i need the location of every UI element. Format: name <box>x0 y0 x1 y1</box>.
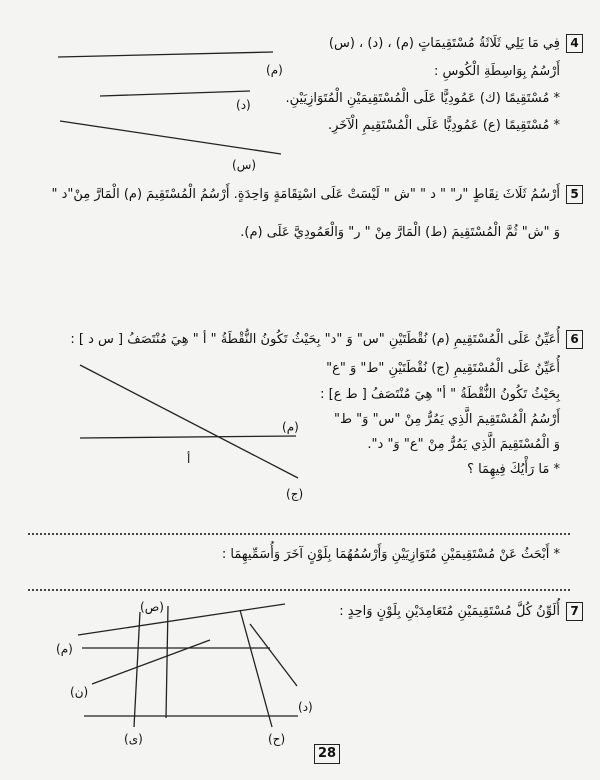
label-j-ex6: (ج) <box>286 487 304 501</box>
exercise-5-number: 5 <box>566 185 583 204</box>
line-d-ex7 <box>250 624 297 686</box>
line-m-ex4 <box>58 52 273 57</box>
exercise-4-item-2: * مُسْتَقِيمًا (ع) عَمُودِيًّا عَلَى الْمُسْتَقِيمِ الْآخَرِ. <box>327 118 560 133</box>
line-m-ex6 <box>80 436 296 438</box>
label-s-ex4: (س) <box>232 158 257 172</box>
extra-prompt: * أَبْحَثُ عَنْ مُسْتَقِيمَيْنِ مُتَوَازِيَيْنِ وَأَرْسُمُهُمَا بِلَوْنٍ آخَرَ وَأُسَمِّيهِمَا : <box>221 547 560 562</box>
exercise-4-task: أَرْسُمُ بِوَاسِطَةِ الْكُوسِ : <box>433 64 560 79</box>
label-m-ex6: (م) <box>282 420 299 434</box>
line-mid-ex7 <box>166 606 168 718</box>
exercise-4-intro: فِي مَا يَلِي ثَلَاثَةُ مُسْتَقِيمَاتٍ (م) ، (د) ، (س) <box>328 36 560 51</box>
exercise-6-line-3: بِحَيْثُ تَكُونُ النُّقْطَةُ " أ" هِيَ مُنْتَصَفُ [ ط ع] : <box>320 387 560 402</box>
label-d-ex4: (د) <box>236 98 251 112</box>
line-d-ex4 <box>100 91 250 96</box>
exercise-5-line-2: وَ "ش" ثُمَّ الْمُسْتَقِيمَ (ط) الْمَارَّ مِنْ " ر" وَالْعَمُودِيَّ عَلَى (م). <box>240 225 560 240</box>
exercise-6-number: 6 <box>566 330 583 349</box>
line-h-ex7 <box>240 610 272 727</box>
label-k-ex7: (ى) <box>124 732 143 746</box>
line-k-ex7 <box>134 612 140 727</box>
dotted-line-2 <box>28 589 570 591</box>
exercise-6-line-1: أُعَيِّنُ عَلَى الْمُسْتَقِيمِ (م) نُقْطَتَيْنِ "س" وَ "د" بِحَيْثُ تَكُونُ النُّقْطَةُ " أ " هِيَ مُنْتَصَفُ [ س د ] : <box>70 332 560 347</box>
label-d-ex7: (د) <box>298 700 313 714</box>
exercise-6-line-4: أَرْسُمُ الْمُسْتَقِيمَ الَّذِي يَمُرُّ مِنْ "س" وَ" ط" <box>334 412 560 427</box>
dotted-line-1 <box>28 533 570 535</box>
line-s-ex4 <box>60 121 281 154</box>
exercise-6-line-2: أُعَيِّنُ عَلَى الْمُسْتَقِيمِ (ج) نُقْطَتَيْنِ "ط" وَ "ع" <box>326 361 560 376</box>
label-n-ex7: (ن) <box>70 685 89 699</box>
label-m-ex4: (م) <box>266 63 283 77</box>
exercise-4-item-1: * مُسْتَقِيمًا (ك) عَمُودِيًّا عَلَى الْمُسْتَقِيمَيْنِ الْمُتَوَازِيَيْنِ. <box>285 91 560 106</box>
line-top-ex7 <box>78 604 285 635</box>
page-number: 28 <box>314 744 340 764</box>
line-n-ex7 <box>92 640 210 684</box>
exercise-6-question: * مَا رَأْيُكَ فِيهِمَا ؟ <box>467 462 560 477</box>
label-a-ex6: أ <box>187 452 191 466</box>
label-m-ex7: (م) <box>56 642 73 656</box>
exercise-7-text: أُلَوِّنُ كُلَّ مُسْتَقِيمَيْنِ مُتَعَامِدَيْنِ بِلَوْنٍ وَاحِدٍ : <box>339 604 560 619</box>
exercise-6-line-5: وَ الْمُسْتَقِيمَ الَّذِي يَمُرُّ مِنْ "ع" وَ" د". <box>367 437 560 452</box>
exercise-4-number: 4 <box>566 34 583 53</box>
exercise-7-number: 7 <box>566 602 583 621</box>
exercise-5-line-1: أَرْسُمُ ثَلَاثَ نِقَاطٍ "ر" " د " "ش " لَيْسَتْ عَلَى اسْتِقَامَةٍ وَاحِدَةٍ. أَرْسُمُ الْمُسْتَقِيمَ (م) الْمَارَّ مِنْ"د " <box>51 187 560 202</box>
label-s-ex7: (ص) <box>140 600 164 614</box>
label-h-ex7: (ح) <box>268 732 286 746</box>
